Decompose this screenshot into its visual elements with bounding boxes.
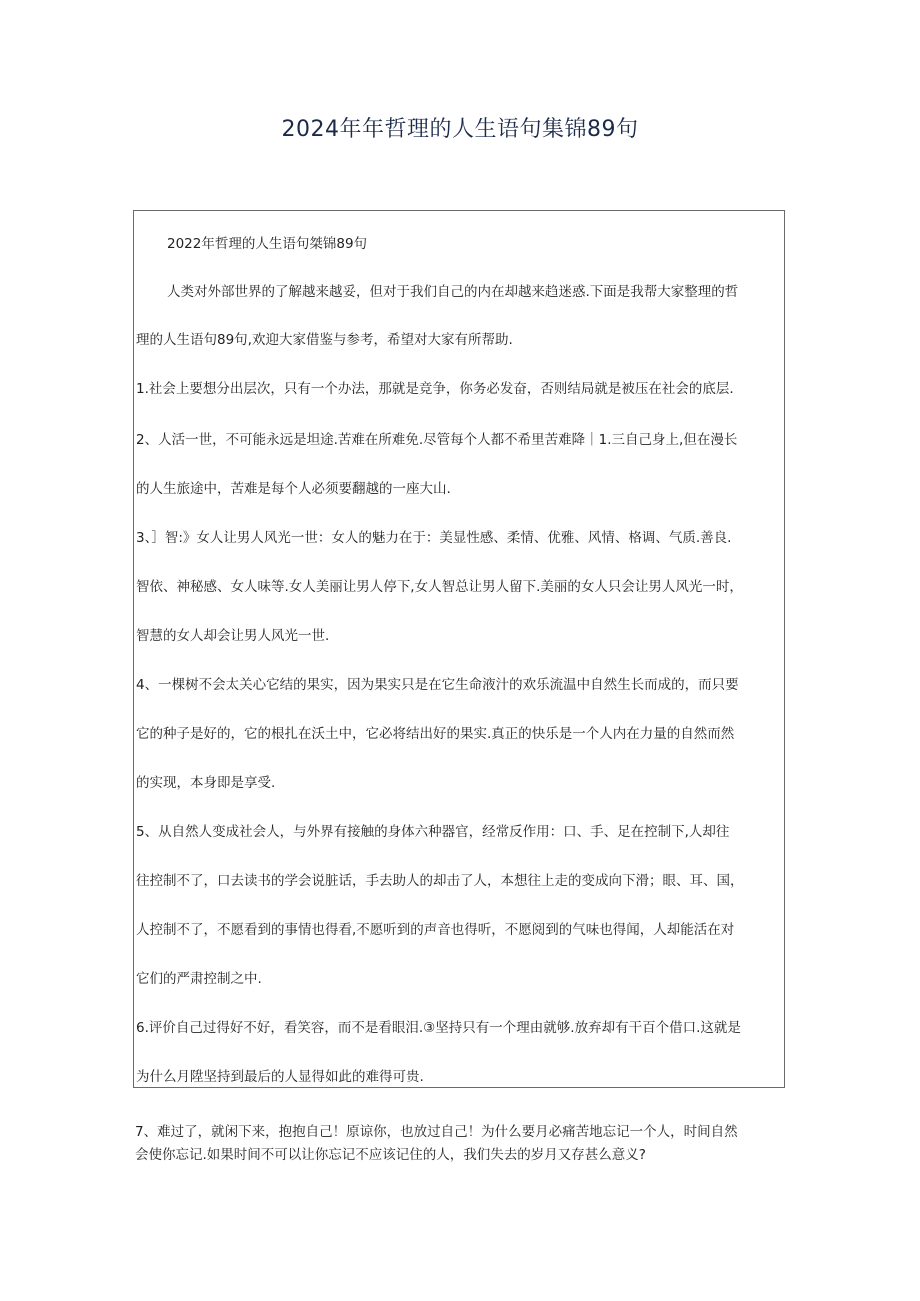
box-line: 1.社会上要想分出层次，只有一个办法，那就是竞争，你务必发奋，否则结局就是被压在社会的底层.	[136, 381, 734, 397]
box-line: 4、一棵树不会太关心它结的果实，因为果实只是在它生命液汁的欢乐流温中自然生长而成的，而只要	[136, 677, 739, 693]
box-line: 理的人生语句89句,欢迎大家借鉴与参考，希望对大家有所帮助.	[136, 332, 513, 348]
box-line: 为什么月陞坚持到最后的人显得如此的难得可贵.	[136, 1069, 424, 1085]
paragraph-7-line-2: 会使你忘记.如果时间不可以让你忘记不应该记住的人，我们失去的岁月又存甚么意义?	[135, 1147, 646, 1163]
box-line: 2、人活一世，不可能永远是坦途.苦难在所难免.尽管每个人都不希里苦难降｜1.三自己身上,但在漫长	[136, 432, 738, 448]
box-line: 它们的严肃控制之中.	[136, 971, 262, 987]
box-line-subtitle: 2022年哲理的人生语句桀锦89句	[167, 236, 368, 252]
box-line: 它的种子是好的，它的根扎在沃土中，它必将结出好的果实.真正的快乐是一个人内在力量的自然而然	[136, 726, 735, 742]
box-line: 往控制不了，口去读书的学会说脏话，手去助人的却击了人，本想往上走的变成向下滑；眼、耳、国，	[136, 873, 744, 889]
document-title: 2024年年哲理的人生语句集锦89句	[281, 117, 639, 142]
box-line: 智慧的女人却会让男人风光一世.	[136, 628, 330, 644]
box-line: 的实现，本身即是享受.	[136, 775, 276, 791]
box-line: 人类对外部世界的了解越来越妥，但对于我们自己的内在却越来趋迷惑.下面是我帮大家整理的哲	[167, 284, 739, 300]
content-box	[133, 210, 785, 1088]
box-line: 3、］智:》女人让男人风光一世：女人的魅力在于：美显性感、柔情、优雅、风情、格调、气质.善良.	[136, 530, 732, 546]
box-line: 5、从自然人变成社会人，与外界有接触的身体六种器官，经常反作用：口、手、足在控制下,人却往	[136, 824, 730, 840]
box-line: 人控制不了，不愿看到的事情也得看,不愿听到的声音也得听，不愿阅到的气味也得闻，人却能活在对	[136, 922, 735, 938]
box-line: 6.评价自己过得好不好，看笑容，而不是看眼泪.③坚持只有一个理由就够.放弃却有干百个借口.这就是	[136, 1020, 741, 1036]
box-line: 的人生旅途中，苦难是每个人必须要翻越的一座大山.	[136, 481, 451, 497]
box-line: 智依、神秘感、女人味等.女人美丽让男人停下,女人智总让男人留下.美丽的女人只会让男人风光一时，	[136, 579, 743, 595]
paragraph-7-line-1: 7、难过了，就闲下来，抱抱自己！原谅你，也放过自己！为什么要月必痛苦地忘记一个人，时间自然	[135, 1124, 738, 1140]
